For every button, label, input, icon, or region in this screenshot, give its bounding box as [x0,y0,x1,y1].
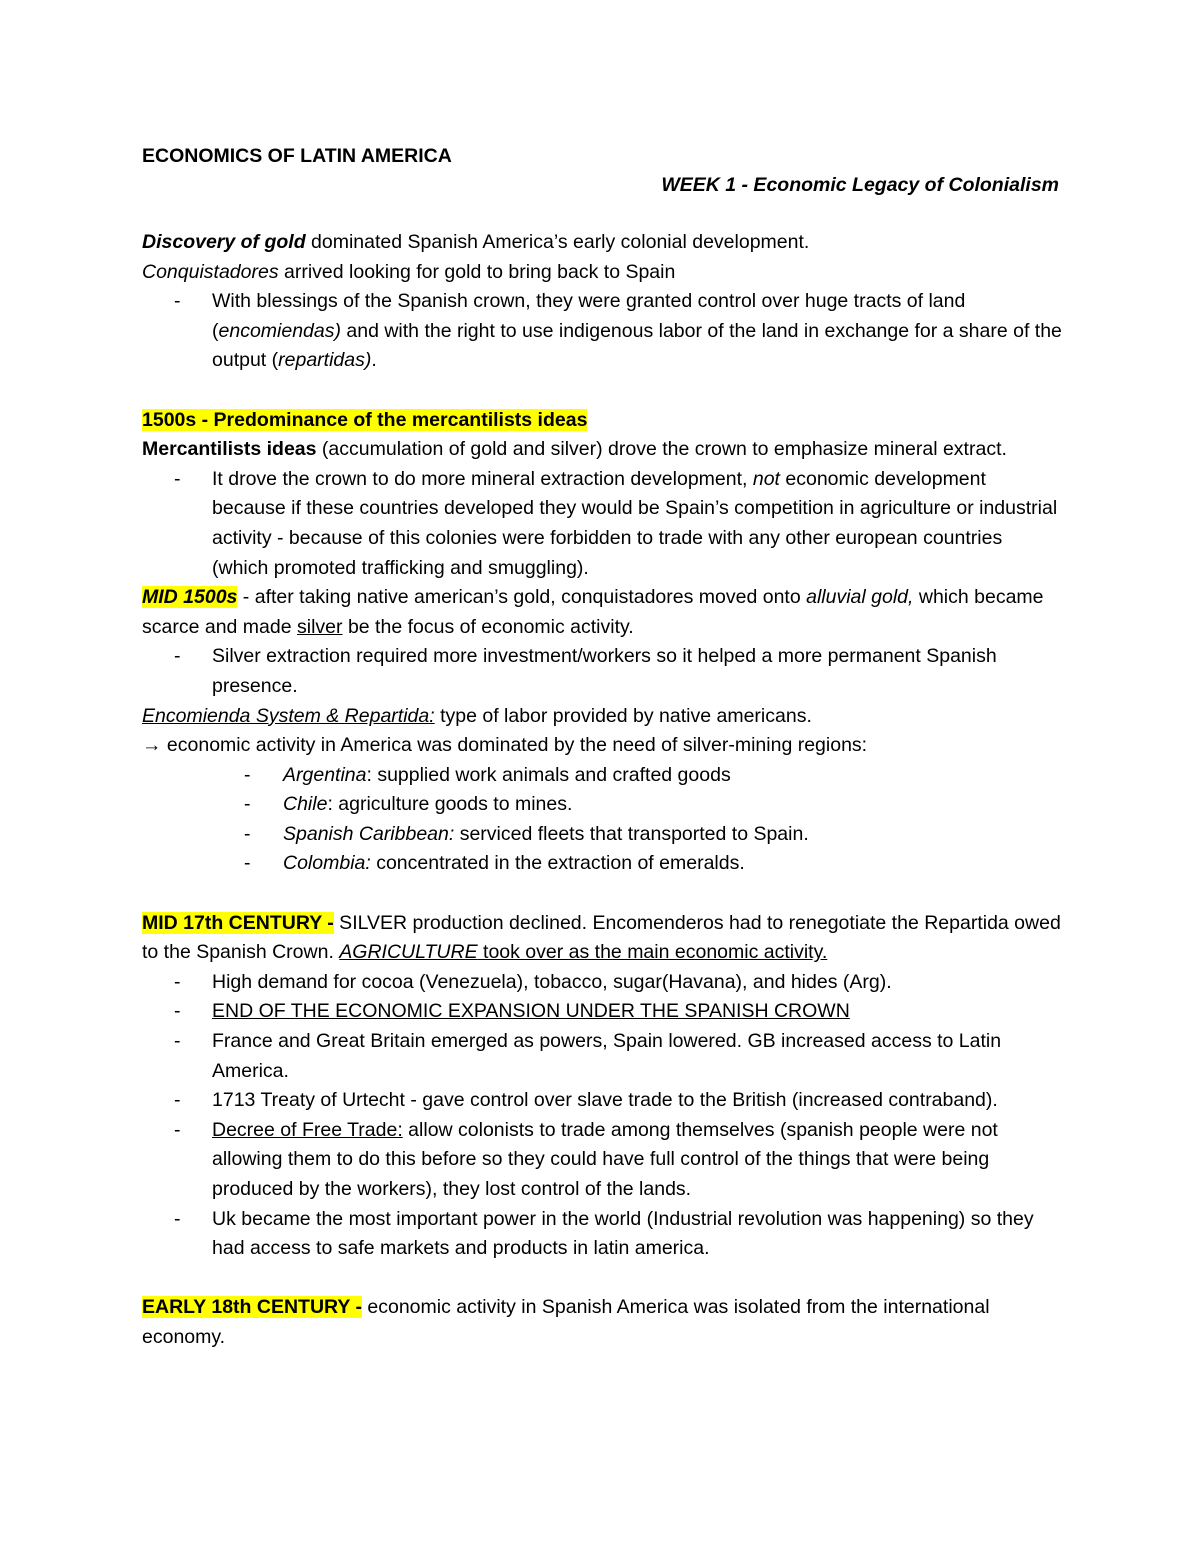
list-item: - Argentina: supplied work animals and crafted goods [244,763,731,786]
early-18th-century-paragraph: EARLY 18th CENTURY - economic activity in Spanish America was isolated from the international economy. [142,1296,990,1348]
list-item: - END OF THE ECONOMIC EXPANSION UNDER THE SPANISH CROWN [174,1000,850,1023]
list-item: - Uk became the most important power in the world (Industrial revolution was happening) so they had access to safe markets and products in latin america. [174,1207,1034,1260]
list-item: - France and Great Britain emerged as powers, Spain lowered. GB increased access to Latin America. [174,1030,1002,1082]
list-item: - 1713 Treaty of Urtecht - gave control over slave trade to the British (increased contraband). [174,1089,998,1112]
list-item: - Spanish Caribbean: serviced fleets that transported to Spain. [244,822,809,845]
list-item: - Chile: agriculture goods to mines. [244,793,573,816]
mid-17th-century-paragraph: MID 17th CENTURY - SILVER production declined. Encomenderos had to renegotiate the Repartida owed to the Spanish Crown. AGRICULTURE took over as the main economic activity. [142,911,1061,964]
mercantilists-paragraph: Mercantilists ideas (accumulation of gold and silver) drove the crown to emphasize mineral extract. [142,438,1007,461]
list-item: - It drove the crown to do more mineral extraction development, not economic development because if these countries developed they would be Spain’s competition in agriculture or industrial activity - because of this colonies were forbidden to trade with any other european countries (which promoted trafficking and smuggling). [174,467,1058,579]
list-item: - With blessings of the Spanish crown, they were granted control over huge tracts of land (encomiendas) and with the right to use indigenous labor of the land in exchange for a share of the output (repartidas). [174,290,1062,372]
section-heading-1500s: 1500s - Predominance of the mercantilists ideas [142,408,588,431]
silver-mining-paragraph: → economic activity in America was dominated by the need of silver-mining regions: [142,734,868,757]
list-item: - Silver extraction required more investment/workers so it helped a more permanent Spanish presence. [174,645,997,697]
conquistadores-paragraph: Conquistadores arrived looking for gold to bring back to Spain [142,260,676,283]
list-item: - Colombia: concentrated in the extraction of emeralds. [244,852,745,875]
gold-paragraph: Discovery of gold dominated Spanish America’s early colonial development. [142,231,810,253]
mid-1500s-paragraph: MID 1500s - after taking native american’s gold, conquistadores moved onto alluvial gold, which became scarce and made silver be the focus of economic activity. [142,586,1044,638]
document-body [142,228,1062,1353]
list-item: - High demand for cocoa (Venezuela), tobacco, sugar(Havana), and hides (Arg). [174,970,892,993]
document-title: ECONOMICS OF LATIN AMERICA [142,145,452,167]
list-item: - Decree of Free Trade: allow colonists to trade among themselves (spanish people were not allowing them to do this before so they could have full control of the things that were being produced by the workers), they lost control of the lands. [174,1118,998,1200]
encomienda-paragraph: Encomienda System & Repartida: type of labor provided by native americans. [142,704,812,727]
week-subtitle: WEEK 1 - Economic Legacy of Colonialism [661,174,1059,196]
